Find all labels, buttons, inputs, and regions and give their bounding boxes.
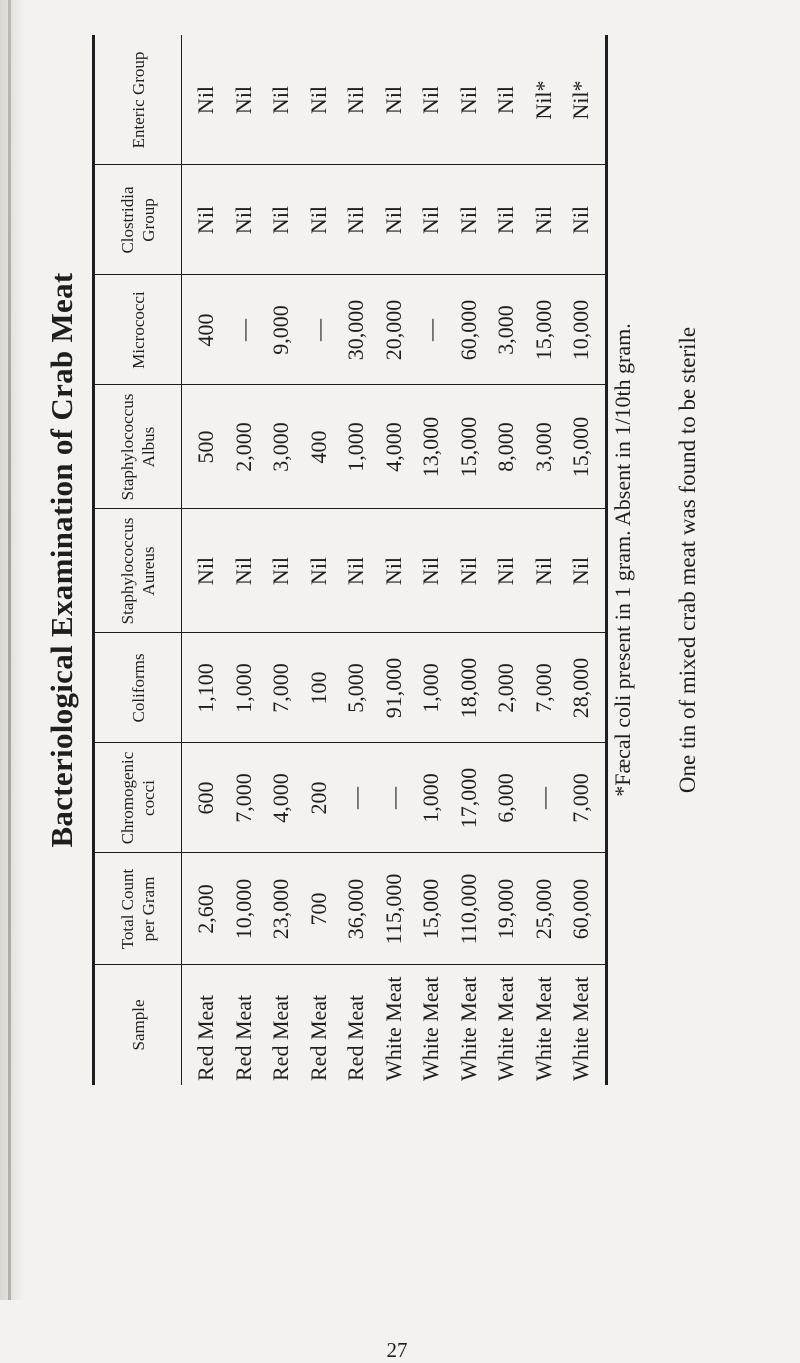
cell-total-count: 36,000 — [343, 878, 368, 940]
table-row — [562, 35, 600, 1085]
cell-chromogenic-cocci: — — [380, 787, 406, 809]
cell-enteric: Nil — [268, 85, 293, 115]
cell-total-count: 2,600 — [193, 884, 218, 934]
cell-staph-aureus: Nil — [455, 556, 481, 586]
cell-staph-aureus: Nil — [530, 556, 556, 586]
cell-sample: Red Meat — [268, 994, 293, 1081]
rotated-page — [40, 35, 730, 1085]
cell-chromogenic-cocci: — — [343, 787, 368, 809]
table-row — [337, 35, 375, 1085]
cell-enteric: Nil* — [568, 80, 593, 120]
cell-coliforms: 7,000 — [530, 663, 556, 713]
cell-sample: White Meat — [380, 976, 406, 1081]
cell-clostridia: Nil — [530, 205, 556, 235]
table-row — [225, 35, 263, 1085]
cell-coliforms: 1,100 — [193, 663, 218, 713]
cell-enteric: Nil — [380, 85, 406, 115]
cell-total-count: 110,000 — [455, 873, 481, 945]
cell-clostridia: Nil — [493, 205, 518, 235]
cell-chromogenic-cocci: 6,000 — [493, 773, 518, 823]
cell-micrococci: 10,000 — [568, 299, 593, 361]
header-clostridia: Clostridia Group — [118, 186, 158, 254]
cell-enteric: Nil — [305, 85, 331, 115]
cell-total-count: 700 — [305, 892, 331, 926]
cell-micrococci: 15,000 — [530, 299, 556, 361]
cell-total-count: 115,000 — [380, 873, 406, 945]
cell-micrococci: — — [418, 319, 443, 341]
cell-clostridia: Nil — [418, 205, 443, 235]
cell-sample: Red Meat — [230, 994, 256, 1081]
cell-sample: White Meat — [530, 976, 556, 1081]
cell-coliforms: 1,000 — [230, 663, 256, 713]
cell-micrococci: 9,000 — [268, 305, 293, 355]
sterile-note: One tin of mixed crab meat was found to be sterile — [675, 326, 700, 794]
cell-staph-aureus: Nil — [418, 556, 443, 586]
cell-clostridia: Nil — [455, 205, 481, 235]
cell-staph-aureus: Nil — [343, 556, 368, 586]
table-row — [262, 35, 300, 1085]
cell-sample: Red Meat — [305, 994, 331, 1081]
cell-micrococci: 3,000 — [493, 305, 518, 355]
table-header — [95, 35, 182, 1085]
cell-coliforms: 100 — [305, 671, 331, 705]
cell-staph-albus: 3,000 — [268, 422, 293, 472]
cell-total-count: 25,000 — [530, 878, 556, 940]
cell-micrococci: 30,000 — [343, 299, 368, 361]
cell-clostridia: Nil — [380, 205, 406, 235]
header-sample: Sample — [128, 999, 148, 1051]
table-row — [300, 35, 338, 1085]
cell-staph-albus: 2,000 — [230, 422, 256, 472]
cell-micrococci: 60,000 — [455, 299, 481, 361]
cell-coliforms: 2,000 — [493, 663, 518, 713]
cell-sample: White Meat — [493, 976, 518, 1081]
header-micrococci: Micrococci — [128, 291, 148, 369]
cell-micrococci: 20,000 — [380, 299, 406, 361]
cell-enteric: Nil — [230, 85, 256, 115]
cell-staph-albus: 3,000 — [530, 422, 556, 472]
cell-chromogenic-cocci: 1,000 — [418, 773, 443, 823]
cell-micrococci: — — [230, 319, 256, 341]
cell-staph-aureus: Nil — [230, 556, 256, 586]
cell-staph-albus: 500 — [193, 430, 218, 464]
cell-total-count: 15,000 — [418, 878, 443, 940]
cell-staph-aureus: Nil — [493, 556, 518, 586]
cell-chromogenic-cocci: 200 — [305, 781, 331, 815]
cell-enteric: Nil — [343, 85, 368, 115]
cell-enteric: Nil — [493, 85, 518, 115]
cell-total-count: 19,000 — [493, 878, 518, 940]
cell-chromogenic-cocci: 17,000 — [455, 767, 481, 829]
cell-staph-albus: 15,000 — [455, 416, 481, 478]
cell-staph-albus: 8,000 — [493, 422, 518, 472]
cell-staph-albus: 1,000 — [343, 422, 368, 472]
cell-sample: White Meat — [418, 976, 443, 1081]
cell-coliforms: 7,000 — [268, 663, 293, 713]
cell-clostridia: Nil — [193, 205, 218, 235]
table-row — [412, 35, 450, 1085]
cell-staph-aureus: Nil — [305, 556, 331, 586]
cell-coliforms: 28,000 — [568, 657, 593, 719]
cell-staph-aureus: Nil — [268, 556, 293, 586]
page-title: Bacteriological Examination of Crab Meat — [44, 272, 79, 848]
header-coliforms: Coliforms — [128, 653, 148, 723]
header-staph-albus: Staphylococcus Albus — [118, 393, 158, 501]
cell-clostridia: Nil — [343, 205, 368, 235]
cell-coliforms: 91,000 — [380, 657, 406, 719]
header-staph-aureus: Staphylococcus Aureus — [118, 517, 158, 625]
cell-total-count: 10,000 — [230, 878, 256, 940]
cell-coliforms: 5,000 — [343, 663, 368, 713]
cell-sample: Red Meat — [193, 994, 218, 1081]
cell-enteric: Nil — [418, 85, 443, 115]
header-enteric: Enteric Group — [128, 51, 148, 149]
cell-clostridia: Nil — [305, 205, 331, 235]
cell-staph-aureus: Nil — [568, 556, 593, 586]
scan-gutter-shadow — [0, 0, 24, 1300]
header-chromogenic-cocci: Chromogenic cocci — [118, 751, 158, 845]
cell-clostridia: Nil — [230, 205, 256, 235]
table-row — [187, 35, 225, 1085]
page-number: 27 — [386, 1338, 408, 1362]
cell-clostridia: Nil — [268, 205, 293, 235]
scan-gutter-line — [8, 0, 11, 1300]
cell-micrococci: — — [305, 319, 331, 341]
cell-staph-aureus: Nil — [193, 556, 218, 586]
table-row — [450, 35, 488, 1085]
header-total-count: Total Count per Gram — [118, 868, 158, 950]
cell-total-count: 60,000 — [568, 878, 593, 940]
footnote: *Fæcal coli present in 1 gram. Absent in 1/10th gram. — [610, 323, 635, 797]
cell-sample: White Meat — [568, 976, 593, 1081]
cell-staph-aureus: Nil — [380, 556, 406, 586]
cell-total-count: 23,000 — [268, 878, 293, 940]
table-row — [487, 35, 525, 1085]
table-row — [525, 35, 563, 1085]
cell-chromogenic-cocci: 7,000 — [568, 773, 593, 823]
cell-coliforms: 18,000 — [455, 657, 481, 719]
cell-enteric: Nil — [193, 85, 218, 115]
cell-coliforms: 1,000 — [418, 663, 443, 713]
cell-enteric: Nil* — [530, 80, 556, 120]
cell-sample: White Meat — [455, 976, 481, 1081]
cell-enteric: Nil — [455, 85, 481, 115]
results-table — [92, 35, 608, 1085]
cell-staph-albus: 13,000 — [418, 416, 443, 478]
cell-staph-albus: 400 — [305, 430, 331, 464]
table-row — [375, 35, 413, 1085]
cell-chromogenic-cocci: 600 — [193, 781, 218, 815]
cell-staph-albus: 4,000 — [380, 422, 406, 472]
cell-chromogenic-cocci: 4,000 — [268, 773, 293, 823]
cell-micrococci: 400 — [193, 313, 218, 347]
cell-sample: Red Meat — [343, 994, 368, 1081]
cell-staph-albus: 15,000 — [568, 416, 593, 478]
cell-clostridia: Nil — [568, 205, 593, 235]
cell-chromogenic-cocci: 7,000 — [230, 773, 256, 823]
cell-chromogenic-cocci: — — [530, 787, 556, 809]
